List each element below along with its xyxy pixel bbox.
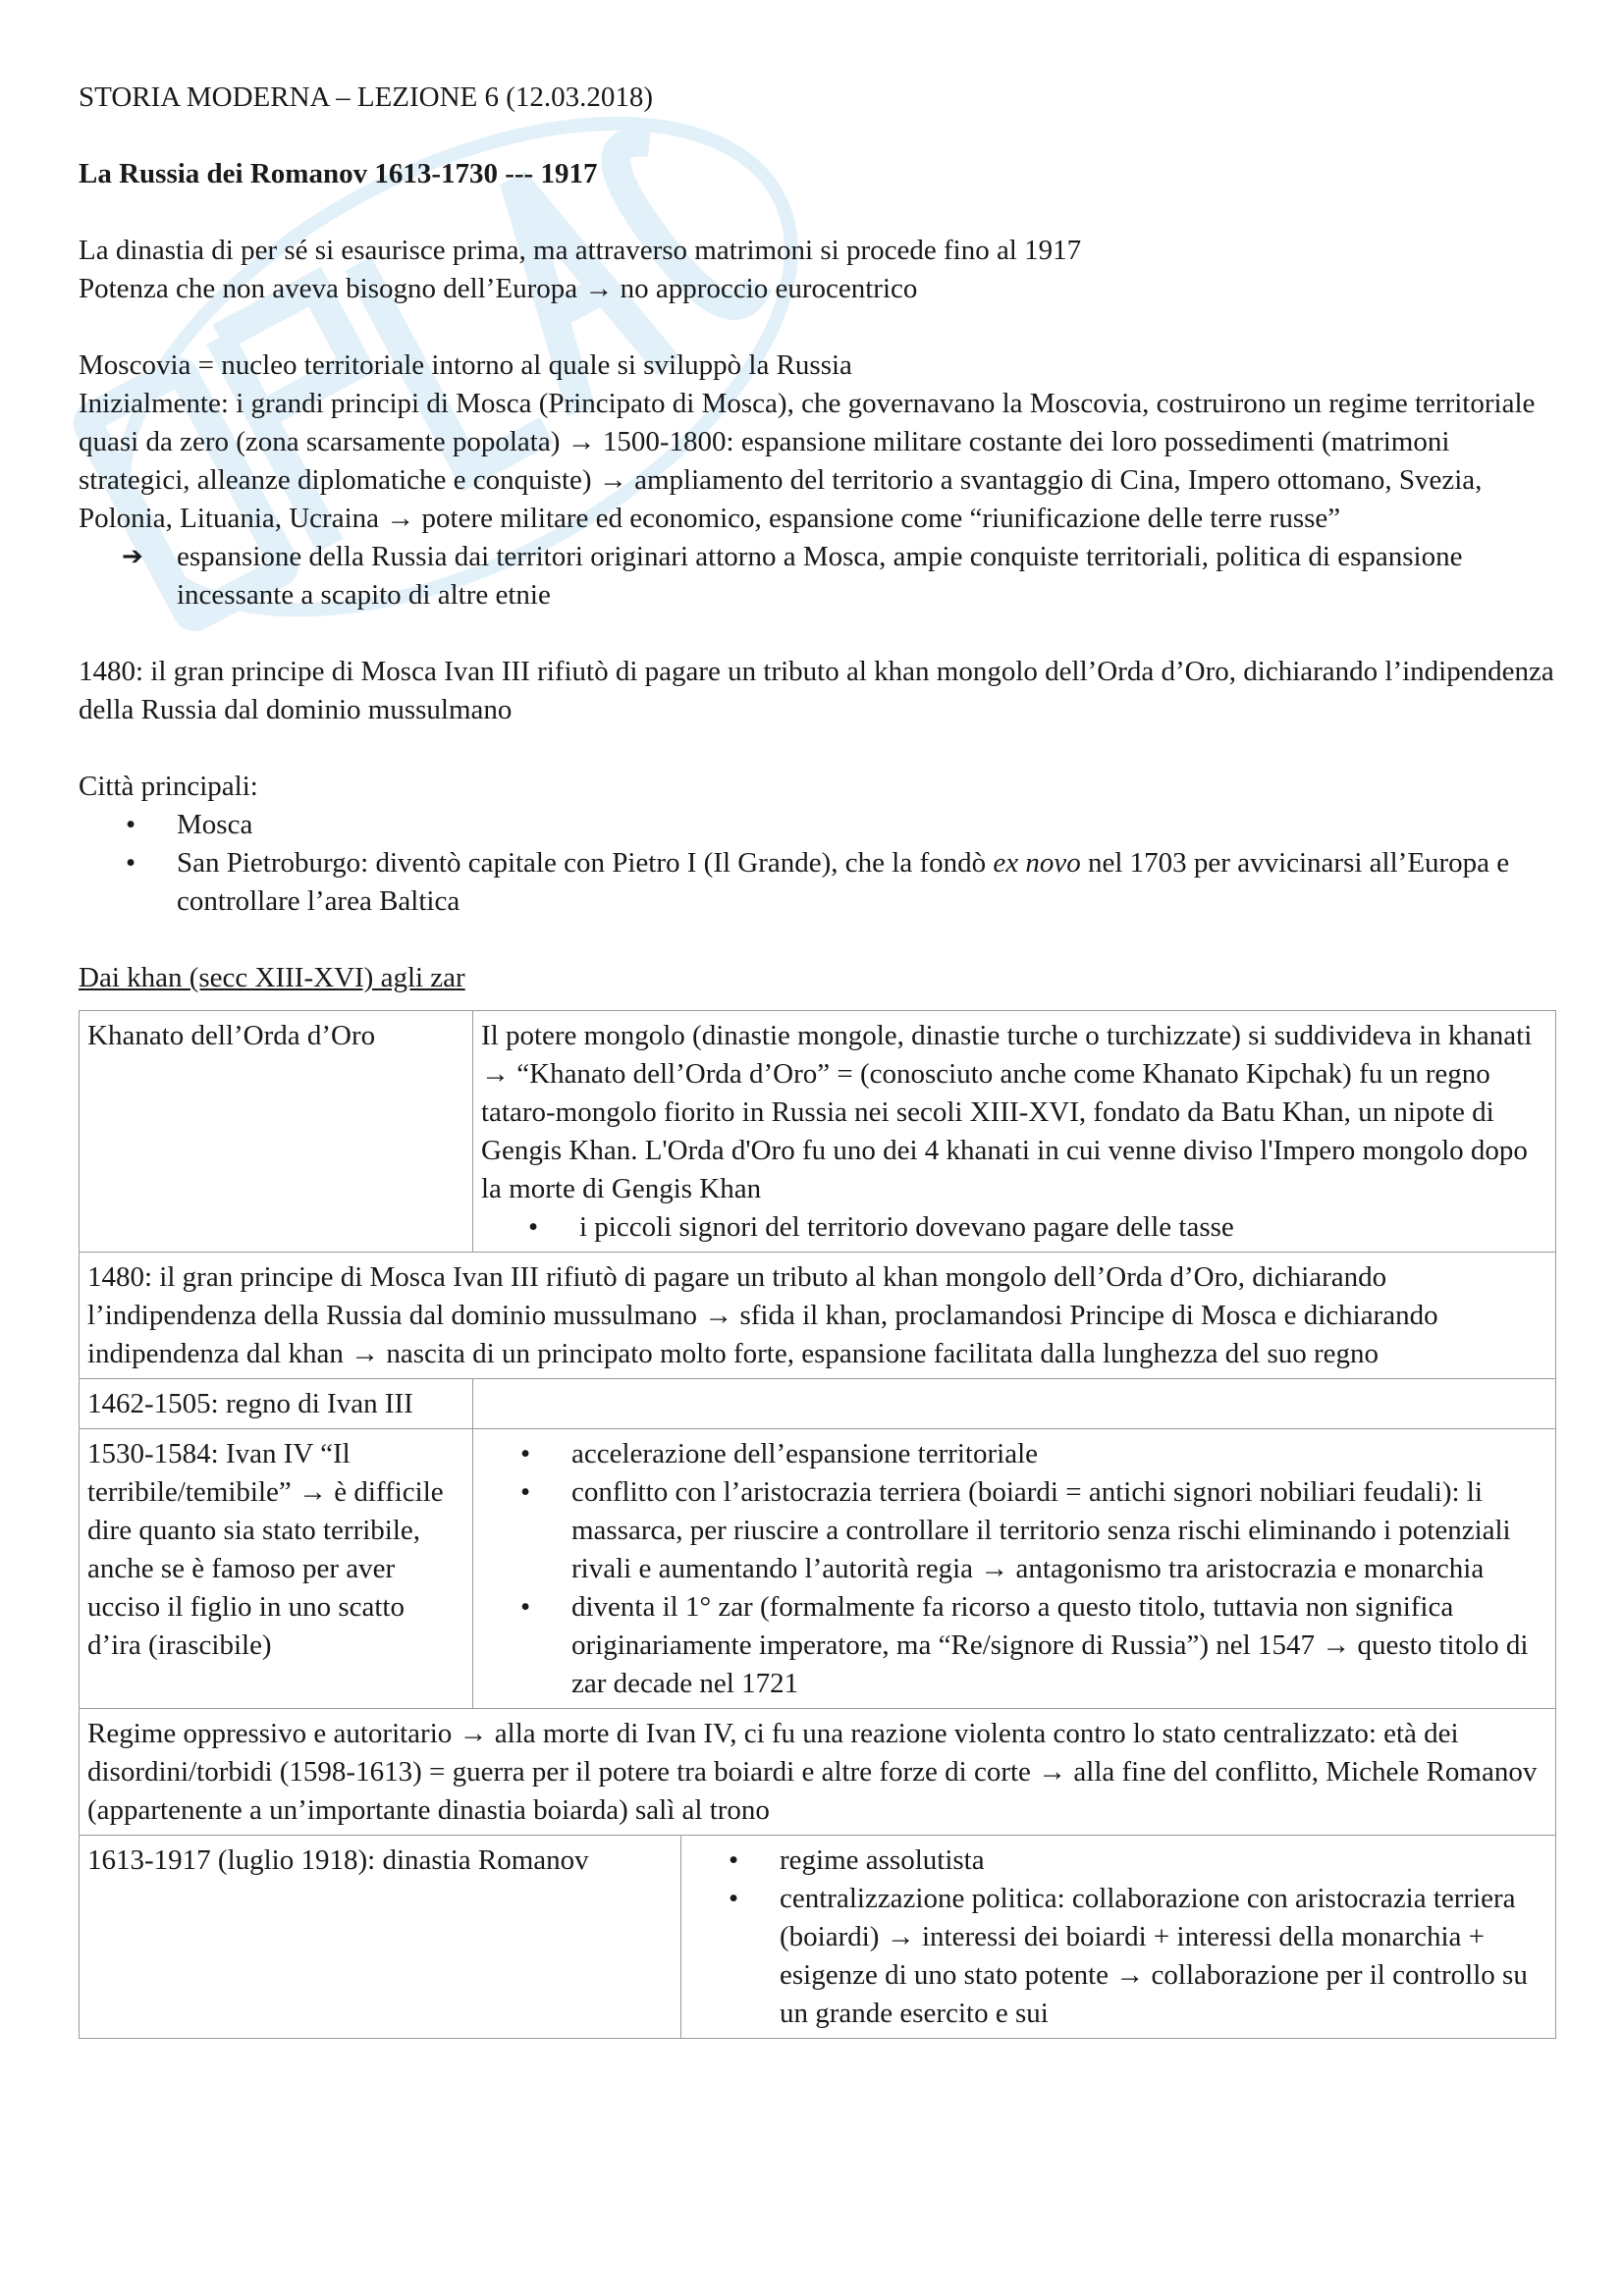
row4-bullet-2: conflitto con l’aristocrazia terriera (boiardi = antichi signori nobiliari feudali): li massarca, per riuscire a controllare il territorio senza rischi eliminando i potenziali rivali e aumentando l’autorità regia → antagonismo tra aristocrazia e monarchia [571,1476,1511,1584]
bullet-icon: • [126,847,136,879]
list-item [481,1435,1547,1473]
city-text-italic: ex novo [993,847,1081,879]
city-text-b: nel 1703 per avvicinarsi all’Europa e controllare l’area Baltica [177,847,1510,917]
list-item [79,806,1556,844]
table-row [80,1836,1556,2039]
intro-line-1: La dinastia di per sé si esaurisce prima, ma attraverso matrimoni si procede fino al 1917 [79,235,1082,266]
list-item [481,1588,1547,1703]
arrow-item-text: espansione della Russia dai territori originari attorno a Mosca, ampie conquiste territoriali, politica di espansione incessante a scapito di altre etnie [177,541,1463,611]
row5-text: Regime oppressivo e autoritario → alla morte di Ivan IV, ci fu una reazione violenta contro lo stato centralizzato: età dei disordini/torbidi (1598-1613) = guerra per il potere tra boiardi e altre forze di corte → alla fine del conflitto, Michele Romanov (appartenente a un’importante dinastia boiarda) salì al trono [87,1718,1538,1826]
row4-left: 1530-1584: Ivan IV “Il terribile/temibile” → è difficile dire quanto sia stato terribile, anche se è famoso per aver ucciso il figlio in uno scatto d’ira (irascibile) [87,1438,444,1661]
table-cell [473,1429,1556,1709]
bullet-icon: • [729,1883,739,1914]
romanov-subtable [80,1836,1555,2038]
row3-left: 1462-1505: regno di Ivan III [87,1388,413,1419]
page-title: La Russia dei Romanov 1613-1730 --- 1917 [79,158,598,189]
city-text-a: San Pietroburgo: diventò capitale con Pietro I (Il Grande), che la fondò [177,847,994,879]
history-table [79,1010,1556,2039]
table-row [80,1709,1556,1836]
row1-right: Il potere mongolo (dinastie mongole, dinastie turche o turchizzate) si suddivideva in khanati → “Khanato dell’Orda d’Oro” = (conosciuto anche come Khanato Kipchak) fu un regno tataro-mongolo fiorito in Russia nei secoli XIII-XVI, fondato da Batu Khan, un nipote di Gengis Khan. L'Orda d'Oro fu uno dei 4 khanati in cui venne diviso l'Impero mongolo dopo la morte di Gengis Khan [481,1020,1533,1204]
cities-heading: Città principali: [79,771,258,802]
row4-bullet-1: accelerazione dell’espansione territoriale [571,1438,1039,1469]
moscovia-paragraph: Inizialmente: i grandi principi di Mosca (Principato di Mosca), che governavano la Moscovia, costruirono un regime territoriale quasi da zero (zona scarsamente popolata) → 1500-1800: espansione militare costante dei loro possedimenti (matrimoni strategici, alleanze diplomatiche e conquiste) → ampliamento del territorio a svantaggio di Cina, Impero ottomano, Svezia, Polonia, Lituania, Ucraina → potere militare ed economico, espansione come “riunificazione delle terre russe” [79,388,1536,534]
bullet-icon: • [528,1211,539,1243]
bullet-icon: • [520,1591,531,1623]
list-item [481,1208,1547,1247]
list-item [689,1880,1547,2033]
row6-bullet-2: centralizzazione politica: collaborazione con aristocrazia terriera (boiardi) → interessi dei boiardi + interessi della monarchia + esigenze di uno stato potente → collaborazione per il controllo su un grande esercito e sui [780,1883,1528,2029]
list-item [689,1842,1547,1880]
intro-line-2: Potenza che non aveva bisogno dell’Europa → no approccio eurocentrico [79,273,918,304]
table-row [80,1429,1556,1709]
table-row [80,1011,1556,1253]
table-cell [80,1253,1556,1379]
row1-list [481,1208,1547,1247]
row6-list [689,1842,1547,2033]
table-row [80,1253,1556,1379]
city-san-pietroburgo [177,844,1556,921]
row1-bullet-text: i piccoli signori del territorio dovevano pagare delle tasse [579,1211,1234,1243]
bullet-icon: • [126,809,136,840]
section-heading: Dai khan (secc XIII-XVI) agli zar [79,962,465,993]
table-row [80,1836,1555,2038]
table-cell [681,1836,1556,2038]
row4-bullet-3: diventa il 1° zar (formalmente fa ricorso a questo titolo, tuttavia non significa originariamente imperatore, ma “Re/signore di Russia”) nel 1547 → questo titolo di zar decade nel 1721 [571,1591,1529,1699]
table-row [80,1379,1556,1429]
row4-list [481,1435,1547,1703]
cities-list [79,806,1556,921]
table-cell [80,1429,473,1709]
bullet-icon: • [520,1438,531,1469]
moscovia-line: Moscovia = nucleo territoriale intorno al quale si sviluppò la Russia [79,349,852,381]
table-cell [80,1709,1556,1836]
row6-bullet-1: regime assolutista [780,1844,985,1876]
bullet-icon: • [520,1476,531,1508]
course-line: STORIA MODERNA – LEZIONE 6 (12.03.2018) [79,81,654,113]
table-cell [80,1836,681,2038]
arrow-bullet-icon: ➔ [122,542,143,571]
table-cell [473,1379,1556,1429]
table-cell [80,1836,1556,2039]
arrow-list-item [79,538,1556,614]
city-mosca: Mosca [177,809,253,840]
list-item [79,844,1556,921]
document-page [79,79,1556,2039]
row1-left: Khanato dell’Orda d’Oro [87,1020,376,1051]
table-cell [80,1011,473,1253]
row2-text: 1480: il gran principe di Mosca Ivan III rifiutò di pagare un tributo al khan mongolo dell’Orda d’Oro, dichiarando l’indipendenza della Russia dal dominio mussulmano → sfida il khan, proclamandosi Principe di Mosca e dichiarando indipendenza dal khan → nascita di un principato molto forte, espansione facilitata dalla lunghezza del suo regno [87,1261,1438,1369]
table-cell [80,1379,473,1429]
ivan-1480-paragraph: 1480: il gran principe di Mosca Ivan III rifiutò di pagare un tributo al khan mongolo dell’Orda d’Oro, dichiarando l’indipendenza della Russia dal dominio mussulmano [79,656,1554,725]
table-cell [473,1011,1556,1253]
list-item [481,1473,1547,1588]
row6-left: 1613-1917 (luglio 1918): dinastia Romanov [87,1844,589,1876]
bullet-icon: • [729,1844,739,1876]
